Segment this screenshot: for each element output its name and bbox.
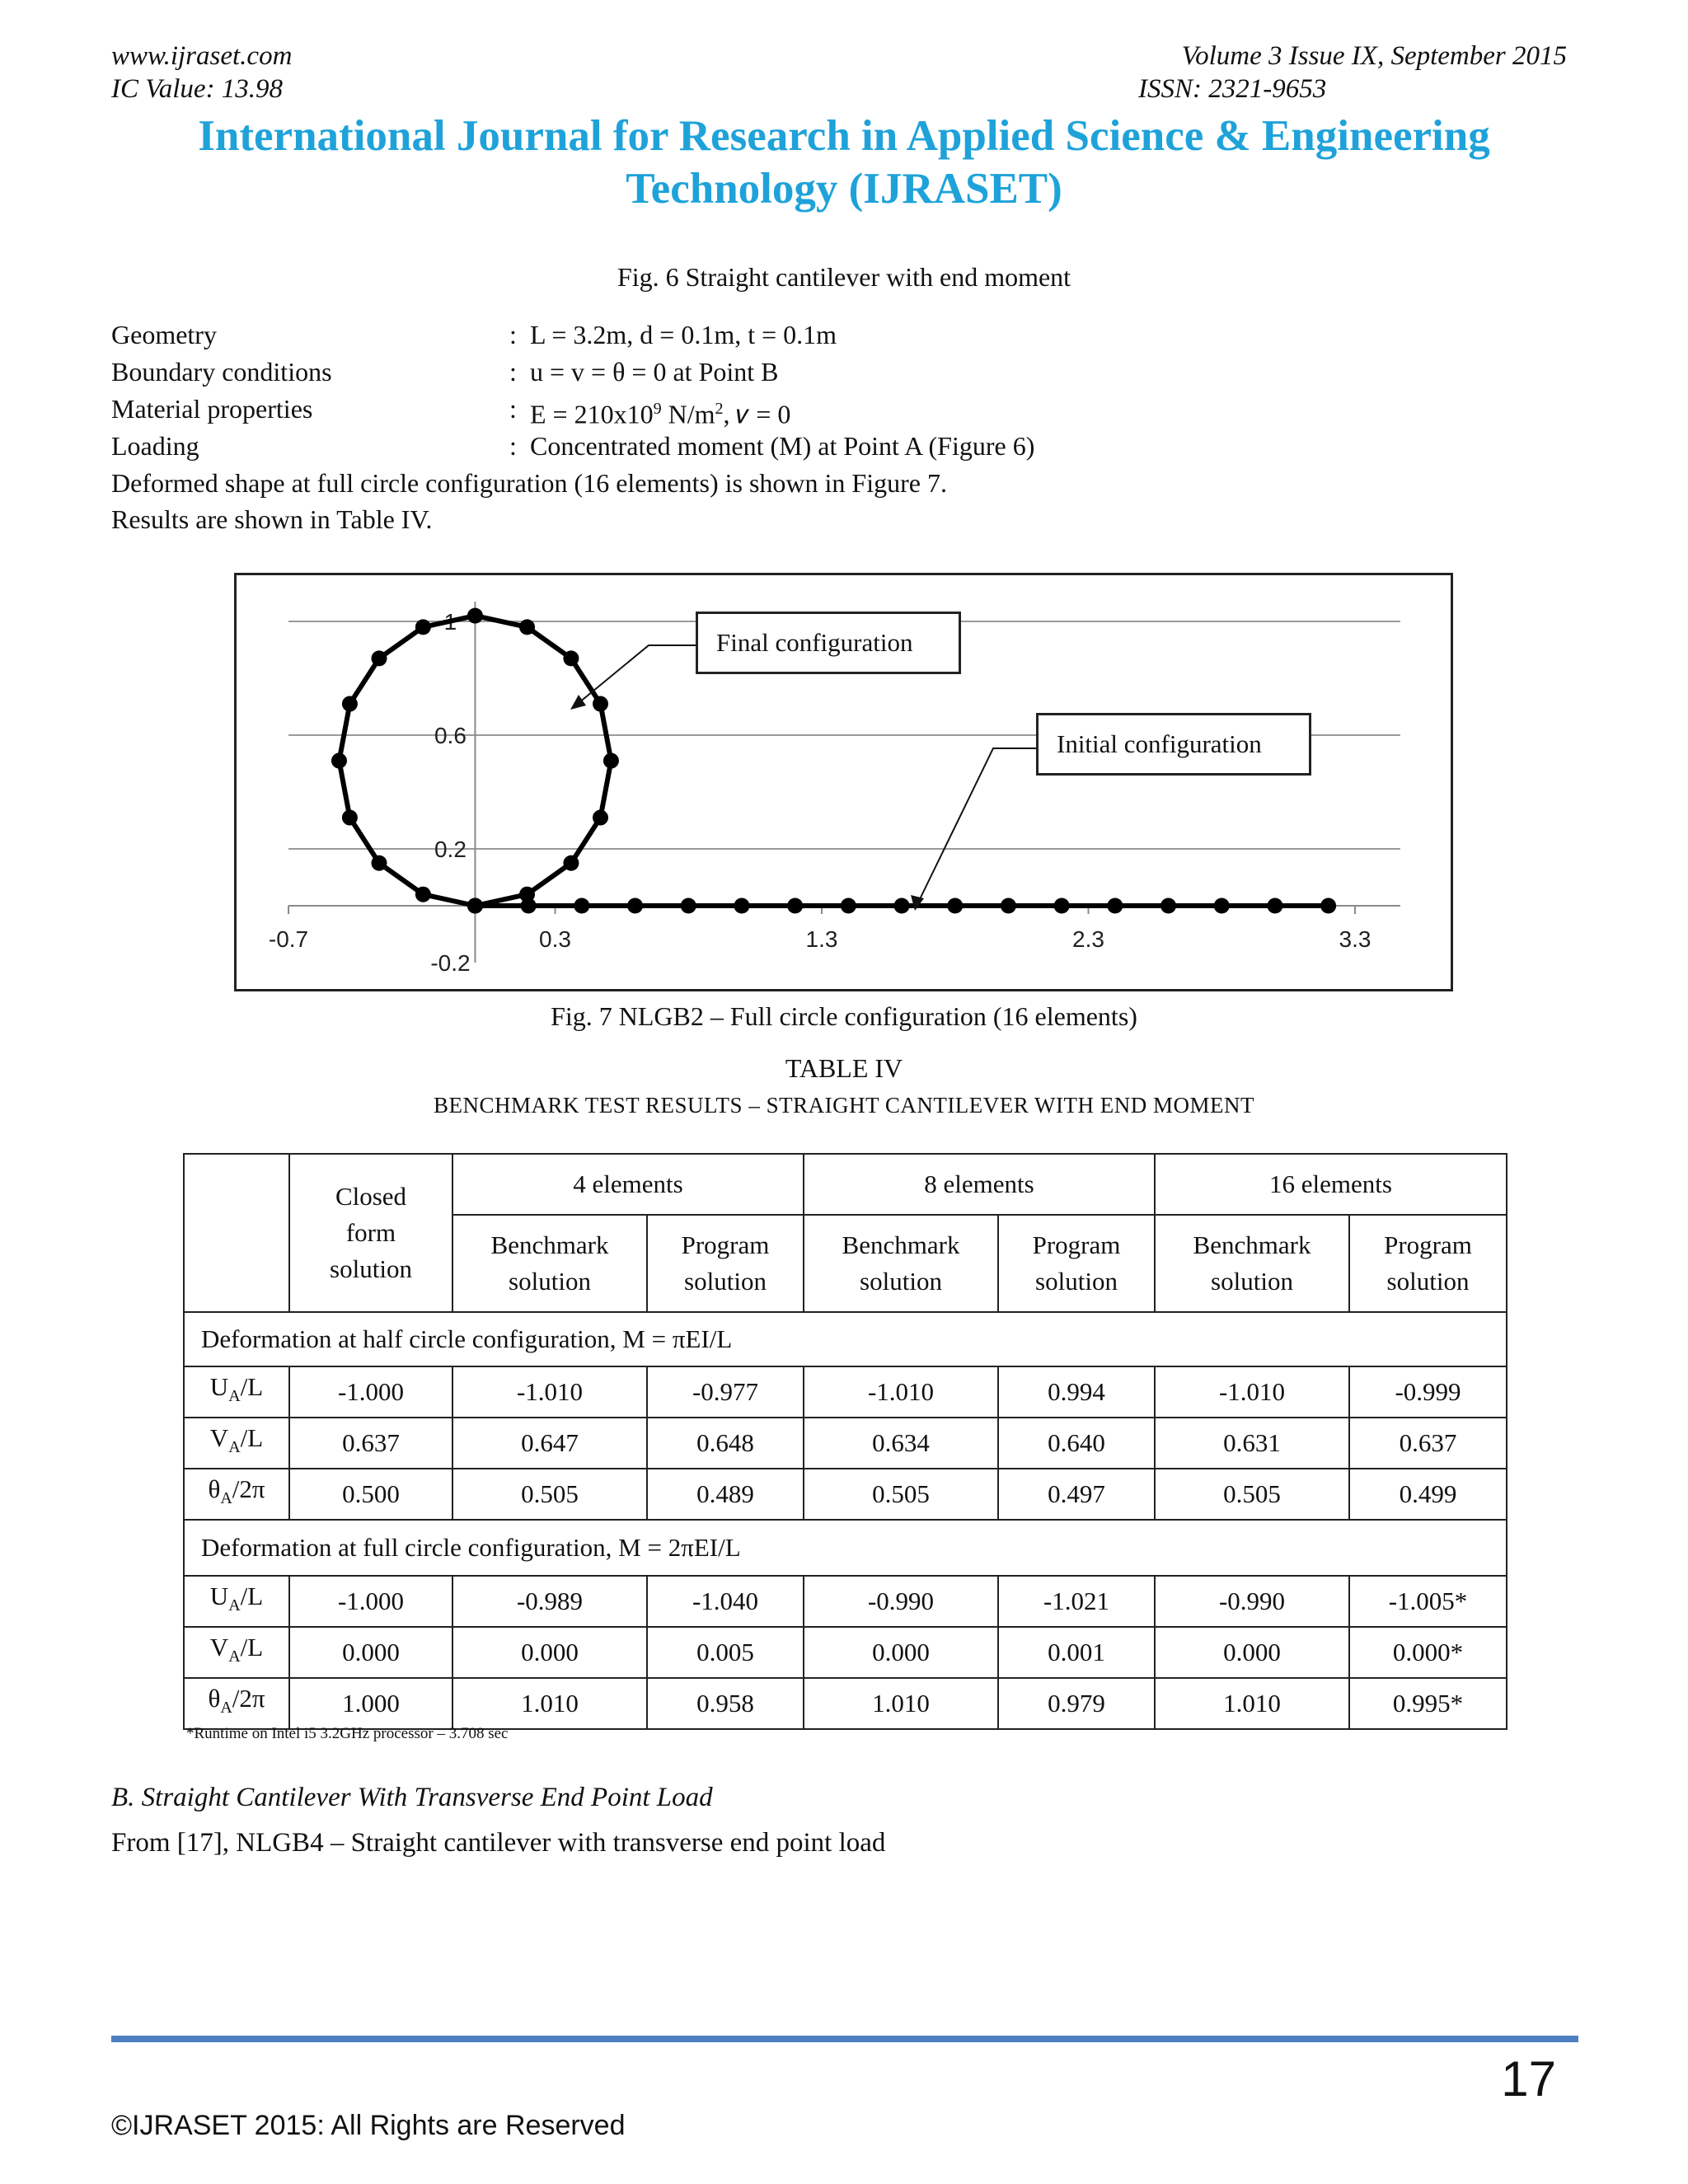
table-cell: 0.979 (998, 1678, 1155, 1729)
table-cell: -0.990 (804, 1576, 998, 1627)
program-label: Program solution (681, 1230, 770, 1296)
table-cell: -0.990 (1155, 1576, 1349, 1627)
row-label (184, 1627, 289, 1678)
label-main: U (209, 1372, 229, 1402)
ic-value: IC Value: 13.98 (111, 74, 284, 104)
page-number: 17 (1501, 2051, 1556, 2107)
copyright-notice: ©IJRASET 2015: All Rights are Reserved (111, 2110, 626, 2141)
table-cell: 0.000 (289, 1627, 452, 1678)
initial-node-marker (947, 898, 963, 914)
program-header (1349, 1215, 1507, 1312)
table-cell: 0.000 (452, 1627, 647, 1678)
property-label: Geometry (111, 320, 217, 349)
table-cell: 1.010 (452, 1678, 647, 1729)
property-colon: : (509, 431, 517, 461)
table-cell: -1.000 (289, 1366, 452, 1418)
table-cell: 0.637 (289, 1418, 452, 1469)
final-node-marker (342, 810, 358, 826)
final-node-marker (371, 650, 387, 666)
final-node-marker (467, 608, 483, 624)
property-colon: : (509, 320, 517, 349)
program-header (998, 1215, 1155, 1312)
poisson-ratio: , 𝜈 = 0 (723, 399, 791, 429)
benchmark-header (804, 1215, 998, 1312)
final-node-marker (519, 887, 535, 902)
benchmark-header (1155, 1215, 1349, 1312)
initial-node-marker (1160, 898, 1176, 914)
initial-node-marker (574, 898, 589, 914)
label-tail: /2π (232, 1474, 265, 1504)
final-leader-arrowhead (570, 695, 586, 710)
y-tick-label: 0.2 (434, 837, 467, 862)
x-tick-label: 3.3 (1339, 926, 1372, 952)
property-row (111, 391, 1595, 428)
final-node-marker (563, 650, 579, 666)
final-node-marker (342, 696, 358, 712)
label-sub: A (220, 1489, 232, 1508)
label-main: U (209, 1582, 229, 1611)
legend-initial-configuration: Initial configuration (1036, 713, 1311, 776)
property-row (111, 354, 1595, 391)
table-row (184, 1627, 1507, 1678)
row-label (184, 1576, 289, 1627)
table-title: BENCHMARK TEST RESULTS – STRAIGHT CANTILEVER WITH END MOMENT (433, 1093, 1255, 1118)
final-node-marker (415, 887, 431, 902)
initial-leader-line (919, 748, 1036, 901)
table-cell: 0.001 (998, 1627, 1155, 1678)
empty-header-cell (184, 1154, 289, 1312)
final-node-marker (467, 898, 483, 914)
table-cell: 1.010 (804, 1678, 998, 1729)
modulus-unit: N/m (661, 399, 715, 429)
x-tick-label: -0.7 (268, 926, 309, 952)
benchmark-label: Benchmark solution (842, 1230, 960, 1296)
property-colon: : (509, 394, 517, 424)
initial-node-marker (787, 898, 803, 914)
final-node-marker (593, 696, 608, 712)
property-colon: : (509, 357, 517, 387)
table-footnote: *Runtime on Intel i5 3.2GHz processor – 3.708 sec (186, 1725, 509, 1742)
table-cell: 0.648 (647, 1418, 804, 1469)
y-tick-label: 0.6 (434, 723, 467, 748)
table-number: TABLE IV (785, 1053, 903, 1083)
table-cell: 0.489 (647, 1469, 804, 1520)
benchmark-label: Benchmark solution (1193, 1230, 1311, 1296)
row-label (184, 1418, 289, 1469)
figure-7-chart (234, 573, 1453, 991)
label-tail: /L (240, 1423, 264, 1453)
group-header: 4 elements (452, 1154, 804, 1215)
table-cell: 0.505 (1155, 1469, 1349, 1520)
table-cell: -0.989 (452, 1576, 647, 1627)
table-cell: 1.000 (289, 1678, 452, 1729)
table-cell: -0.977 (647, 1366, 804, 1418)
table-cell: 0.005 (647, 1627, 804, 1678)
table-cell: 0.499 (1349, 1469, 1507, 1520)
issn: ISSN: 2321-9653 (1138, 74, 1327, 104)
fig6-caption: Fig. 6 Straight cantilever with end moment (617, 262, 1071, 292)
final-node-marker (415, 619, 431, 635)
label-main: V (209, 1423, 229, 1453)
final-node-marker (593, 810, 608, 826)
row-label (184, 1366, 289, 1418)
journal-website: www.ijraset.com (111, 41, 293, 71)
final-node-marker (603, 753, 619, 769)
y-tick-label: -0.2 (430, 950, 471, 976)
table-header-row (184, 1154, 1507, 1215)
table-cell: 0.505 (452, 1469, 647, 1520)
table-cell: 1.010 (1155, 1678, 1349, 1729)
x-tick-label: 1.3 (805, 926, 838, 952)
closed-form-header (289, 1154, 452, 1312)
initial-node-marker (1054, 898, 1070, 914)
initial-node-marker (1107, 898, 1123, 914)
table-cell: 0.640 (998, 1418, 1155, 1469)
section-half-circle: Deformation at half circle configuration, M = πEI/L (184, 1312, 1507, 1366)
table-cell: -1.040 (647, 1576, 804, 1627)
table-cell: -1.010 (1155, 1366, 1349, 1418)
table-cell: -1.021 (998, 1576, 1155, 1627)
x-tick-label: 2.3 (1072, 926, 1104, 952)
legend-final-configuration: Final configuration (696, 612, 961, 674)
body-text-line: Results are shown in Table IV. (111, 504, 433, 534)
initial-node-marker (1001, 898, 1016, 914)
final-node-marker (331, 753, 347, 769)
label-main: θ (208, 1474, 221, 1504)
label-main: θ (208, 1684, 221, 1713)
results-table (183, 1153, 1507, 1730)
final-node-marker (371, 855, 387, 871)
property-row (111, 428, 1595, 465)
final-node-marker (519, 619, 535, 635)
table-cell: 0.995* (1349, 1678, 1507, 1729)
initial-node-marker (1267, 898, 1282, 914)
table-cell: -1.005* (1349, 1576, 1507, 1627)
table-cell: -1.010 (452, 1366, 647, 1418)
label-sub: A (220, 1699, 232, 1718)
table-row (184, 1366, 1507, 1418)
fig7-caption: Fig. 7 NLGB2 – Full circle configuration (16 elements) (551, 1001, 1137, 1031)
table-cell: 0.500 (289, 1469, 452, 1520)
initial-node-marker (1320, 898, 1336, 914)
initial-node-marker (734, 898, 749, 914)
property-row (111, 316, 1595, 354)
table-cell: 0.647 (452, 1418, 647, 1469)
label-tail: /L (240, 1372, 264, 1402)
table-cell: 0.000 (1155, 1627, 1349, 1678)
program-label: Program solution (1032, 1230, 1121, 1296)
y-tick-label: 1 (443, 609, 457, 635)
table-row (184, 1418, 1507, 1469)
initial-leader-arrowhead (911, 895, 924, 911)
body-text-line: Deformed shape at full circle configuration (16 elements) is shown in Figure 7. (111, 468, 947, 498)
initial-node-marker (1214, 898, 1230, 914)
group-header: 16 elements (1155, 1154, 1507, 1215)
initial-node-marker (894, 898, 910, 914)
property-value (530, 391, 790, 434)
label-tail: /2π (232, 1684, 265, 1713)
problem-properties (111, 316, 1595, 465)
section-row (184, 1520, 1507, 1576)
modulus-value: E = 210x10 (530, 399, 654, 429)
property-label: Loading (111, 431, 199, 461)
table-cell: 0.637 (1349, 1418, 1507, 1469)
benchmark-label: Benchmark solution (490, 1230, 609, 1296)
label-tail: /L (240, 1633, 264, 1662)
group-header: 8 elements (804, 1154, 1155, 1215)
table-cell: 0.505 (804, 1469, 998, 1520)
table-cell: 0.994 (998, 1366, 1155, 1418)
property-label: Boundary conditions (111, 357, 332, 387)
initial-node-marker (841, 898, 856, 914)
table-cell: 0.958 (647, 1678, 804, 1729)
property-label: Material properties (111, 394, 313, 424)
label-tail: /L (240, 1582, 264, 1611)
label-main: V (209, 1633, 229, 1662)
footer-rule (111, 2036, 1578, 2042)
initial-node-marker (681, 898, 696, 914)
table-row (184, 1678, 1507, 1729)
table-cell: -0.999 (1349, 1366, 1507, 1418)
closed-form-label: Closed form solution (330, 1182, 412, 1283)
section-b-text: From [17], NLGB4 – Straight cantilever with transverse end point load (111, 1828, 886, 1858)
program-header (647, 1215, 804, 1312)
benchmark-header (452, 1215, 647, 1312)
row-label (184, 1469, 289, 1520)
table-cell: 0.634 (804, 1418, 998, 1469)
final-node-marker (563, 855, 579, 871)
unit-exponent: 2 (715, 400, 724, 418)
property-value: u = v = θ = 0 at Point B (530, 357, 779, 387)
label-sub: A (228, 1438, 241, 1457)
property-value: Concentrated moment (M) at Point A (Figure 6) (530, 431, 1035, 461)
section-b-heading: B. Straight Cantilever With Transverse End Point Load (111, 1783, 713, 1812)
row-label (184, 1678, 289, 1729)
x-tick-label: 0.3 (539, 926, 571, 952)
table-cell: 0.000 (804, 1627, 998, 1678)
journal-title: International Journal for Research in Applied Science & Engineering Technology (IJRASET) (198, 112, 1490, 213)
label-sub: A (228, 1596, 241, 1615)
modulus-exponent: 9 (653, 400, 662, 418)
label-sub: A (228, 1387, 241, 1406)
section-row (184, 1312, 1507, 1366)
section-full-circle: Deformation at full circle configuration, M = 2πEI/L (184, 1520, 1507, 1576)
label-sub: A (228, 1647, 241, 1666)
initial-node-marker (627, 898, 643, 914)
program-label: Program solution (1384, 1230, 1472, 1296)
table-row (184, 1576, 1507, 1627)
table-row (184, 1469, 1507, 1520)
table-cell: 0.631 (1155, 1418, 1349, 1469)
table-cell: 0.497 (998, 1469, 1155, 1520)
volume-issue: Volume 3 Issue IX, September 2015 (1181, 41, 1567, 71)
property-value: L = 3.2m, d = 0.1m, t = 0.1m (530, 320, 837, 349)
table-cell: -1.000 (289, 1576, 452, 1627)
table-cell: -1.010 (804, 1366, 998, 1418)
table-cell: 0.000* (1349, 1627, 1507, 1678)
